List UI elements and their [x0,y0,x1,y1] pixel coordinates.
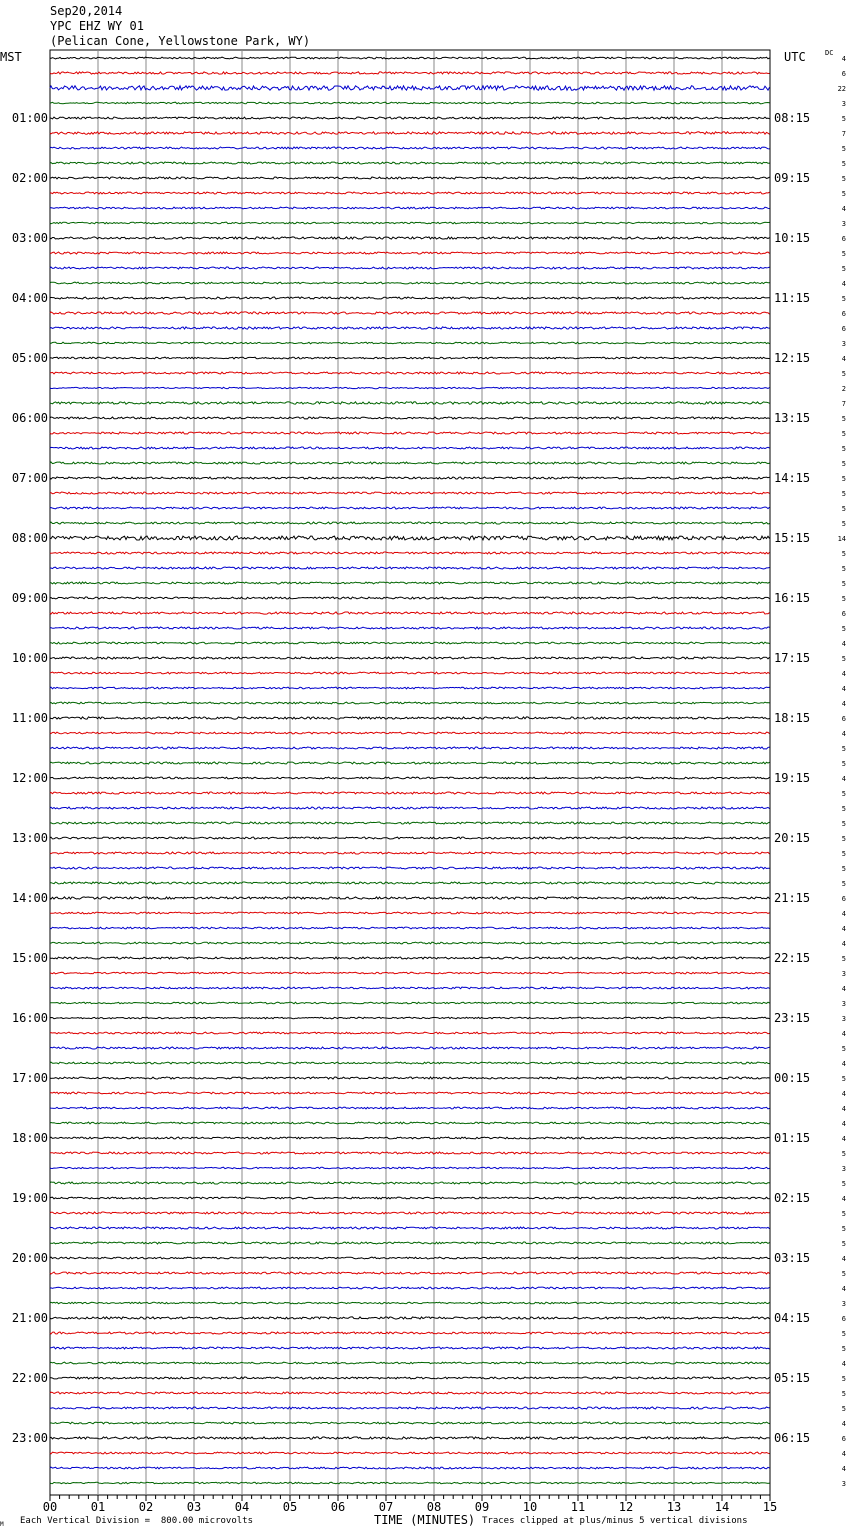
row-dc-value: 5 [841,565,846,573]
row-dc-value: 5 [841,1330,846,1338]
row-dc-value: 4 [841,1120,846,1128]
seismic-trace [50,732,770,734]
mst-hour-label: 20:00 [11,1251,48,1265]
row-dc-value: 4 [841,205,846,213]
mst-hour-label: 07:00 [11,471,48,485]
seismic-trace [50,1092,770,1094]
seismic-trace [50,462,770,464]
row-dc-value: 3 [841,340,846,348]
mst-hour-label: 17:00 [11,1071,48,1085]
row-dc-value: 5 [841,1225,846,1233]
utc-hour-label: 11:15 [774,291,811,305]
row-dc-value: 5 [841,415,846,423]
row-dc-value: 4 [841,985,846,993]
seismic-trace [50,1452,770,1454]
row-dc-value: 4 [841,1195,846,1203]
seismic-trace [50,957,770,959]
seismic-trace [50,102,770,104]
row-dc-value: 22 [837,85,846,93]
row-dc-value: 5 [841,115,846,123]
seismic-trace [50,867,770,869]
utc-hour-label: 19:15 [774,771,811,785]
row-dc-value: 5 [841,175,846,183]
x-tick-label: 04 [234,1500,250,1514]
seismic-trace [50,1047,770,1049]
seismic-trace [50,207,770,209]
seismic-trace [50,552,770,554]
row-dc-value: 5 [841,655,846,663]
x-tick-label: 06 [330,1500,346,1514]
x-tick-label: 02 [138,1500,154,1514]
x-tick-label: 14 [714,1500,730,1514]
row-dc-value: 6 [841,1315,846,1323]
mst-hour-label: 02:00 [11,171,48,185]
row-dc-value: 3 [841,1015,846,1023]
row-dc-value: 4 [841,1060,846,1068]
x-axis-title: TIME (MINUTES) [374,1513,476,1527]
station-location: (Pelican Cone, Yellowstone Park, WY) [50,34,311,48]
utc-hour-label: 03:15 [774,1251,811,1265]
seismic-trace [50,192,770,194]
seismic-trace [50,1227,770,1229]
row-dc-value: 4 [841,1465,846,1473]
row-dc-value: 3 [841,1000,846,1008]
mst-hour-label: 19:00 [11,1191,48,1205]
row-dc-value: 5 [841,760,846,768]
seismic-trace [50,117,770,119]
seismic-trace [50,1347,770,1349]
row-dc-value: 3 [841,970,846,978]
seismic-trace [50,1242,770,1244]
x-tick-label: 07 [378,1500,394,1514]
record-date: Sep20,2014 [50,4,123,18]
seismic-trace [50,342,770,344]
seismic-trace [50,72,770,74]
row-dc-value: 6 [841,895,846,903]
row-dc-value: 4 [841,730,846,738]
station-code: YPC EHZ WY 01 [50,19,144,33]
seismic-trace [50,1197,770,1199]
seismic-trace [50,1167,770,1169]
row-dc-value: 5 [841,520,846,528]
row-dc-value: 6 [841,235,846,243]
mst-hour-label: 11:00 [11,711,48,725]
row-dc-value: 5 [841,1045,846,1053]
utc-hour-label: 13:15 [774,411,811,425]
seismic-trace [50,536,770,540]
seismic-trace [50,702,770,704]
corner-mark: M [0,1521,4,1528]
row-dc-value: 5 [841,1375,846,1383]
seismic-trace [50,86,770,90]
mst-hour-label: 06:00 [11,411,48,425]
utc-hour-label: 08:15 [774,111,811,125]
row-dc-value: 5 [841,145,846,153]
seismic-trace [50,1362,770,1364]
row-dc-value: 5 [841,1180,846,1188]
seismic-trace [50,1077,770,1079]
row-dc-value: 4 [841,1420,846,1428]
row-dc-value: 4 [841,775,846,783]
mst-hour-label: 09:00 [11,591,48,605]
row-dc-value: 5 [841,505,846,513]
mst-hour-label: 13:00 [11,831,48,845]
seismic-trace [50,432,770,434]
seismic-trace [50,1107,770,1109]
row-dc-value: 5 [841,850,846,858]
seismic-trace [50,837,770,839]
seismic-trace [50,447,770,449]
x-tick-label: 01 [90,1500,106,1514]
row-dc-value: 5 [841,820,846,828]
row-dc-value: 4 [841,670,846,678]
row-dc-value: 4 [841,910,846,918]
seismic-trace [50,852,770,854]
utc-hour-label: 12:15 [774,351,811,365]
dc-label: DC [825,49,834,57]
row-dc-value: 5 [841,790,846,798]
utc-hour-label: 09:15 [774,171,811,185]
utc-hour-label: 06:15 [774,1431,811,1445]
utc-hour-label: 10:15 [774,231,811,245]
row-dc-value: 5 [841,805,846,813]
row-dc-value: 5 [841,1405,846,1413]
row-dc-value: 3 [841,1300,846,1308]
utc-hour-label: 20:15 [774,831,811,845]
utc-hour-label: 05:15 [774,1371,811,1385]
utc-hour-label: 14:15 [774,471,811,485]
seismic-trace [50,147,770,149]
row-dc-value: 4 [841,280,846,288]
seismic-trace [50,792,770,794]
seismic-trace [50,612,770,614]
row-dc-value: 4 [841,1135,846,1143]
row-dc-value: 5 [841,295,846,303]
row-dc-value: 3 [841,100,846,108]
seismic-trace [50,1437,770,1439]
seismic-trace [50,777,770,779]
row-dc-value: 7 [841,130,846,138]
seismic-trace [50,1287,770,1289]
utc-hour-label: 22:15 [774,951,811,965]
seismic-trace [50,1257,770,1259]
seismic-trace [50,237,770,239]
seismic-trace [50,357,770,359]
row-dc-value: 5 [841,250,846,258]
row-dc-value: 5 [841,265,846,273]
utc-hour-label: 16:15 [774,591,811,605]
seismic-trace [50,1137,770,1139]
row-dc-value: 5 [841,160,846,168]
row-dc-value: 5 [841,1345,846,1353]
seismic-trace [50,492,770,494]
clip-note: Traces clipped at plus/minus 5 vertical divisions [482,1516,748,1526]
seismic-trace [50,807,770,809]
row-dc-value: 4 [841,1450,846,1458]
row-dc-value: 4 [841,1090,846,1098]
utc-hour-label: 23:15 [774,1011,811,1025]
seismic-trace [50,417,770,419]
seismic-trace [50,312,770,314]
mst-hour-label: 21:00 [11,1311,48,1325]
seismic-trace [50,1467,770,1469]
seismic-trace [50,267,770,269]
seismic-trace [50,1152,770,1154]
seismic-trace [50,597,770,599]
seismic-trace [50,972,770,974]
row-dc-value: 5 [841,625,846,633]
mst-hour-label: 22:00 [11,1371,48,1385]
seismic-trace [50,657,770,659]
mst-hour-label: 15:00 [11,951,48,965]
row-dc-value: 4 [841,640,846,648]
utc-hour-label: 17:15 [774,651,811,665]
x-tick-label: 12 [618,1500,634,1514]
seismic-trace [50,927,770,929]
row-dc-value: 5 [841,1270,846,1278]
seismic-trace [50,1407,770,1409]
seismic-trace [50,882,770,884]
x-tick-label: 03 [186,1500,202,1514]
seismic-trace [50,1017,770,1019]
seismic-trace [50,57,770,59]
right-timezone-label: UTC [784,50,806,64]
row-dc-value: 5 [841,430,846,438]
row-dc-value: 3 [841,220,846,228]
seismic-trace [50,747,770,749]
row-dc-value: 4 [841,355,846,363]
seismic-trace [50,1422,770,1424]
row-dc-value: 5 [841,1150,846,1158]
seismic-trace [50,222,770,224]
row-dc-value: 4 [841,1285,846,1293]
utc-hour-label: 21:15 [774,891,811,905]
row-dc-value: 4 [841,1030,846,1038]
seismic-trace [50,402,770,404]
row-dc-value: 5 [841,445,846,453]
seismic-trace [50,1332,770,1334]
seismic-trace [50,132,770,134]
row-dc-value: 4 [841,1360,846,1368]
x-tick-label: 10 [522,1500,538,1514]
mst-hour-label: 23:00 [11,1431,48,1445]
seismic-trace [50,1182,770,1184]
seismic-trace [50,1377,770,1379]
seismic-trace [50,297,770,299]
x-tick-label: 00 [42,1500,58,1514]
row-dc-value: 5 [841,865,846,873]
mst-hour-label: 08:00 [11,531,48,545]
utc-hour-label: 15:15 [774,531,811,545]
seismic-trace [50,582,770,584]
row-dc-value: 4 [841,1105,846,1113]
row-dc-value: 4 [841,940,846,948]
seismic-trace [50,1302,770,1304]
row-dc-value: 5 [841,880,846,888]
mst-hour-label: 04:00 [11,291,48,305]
mst-hour-label: 03:00 [11,231,48,245]
row-dc-value: 6 [841,325,846,333]
row-dc-value: 5 [841,460,846,468]
seismic-trace [50,942,770,944]
mst-hour-label: 14:00 [11,891,48,905]
row-dc-value: 5 [841,595,846,603]
row-dc-value: 6 [841,310,846,318]
seismic-trace [50,522,770,524]
seismic-trace [50,1272,770,1274]
plot-frame [50,50,770,1495]
row-dc-value: 5 [841,745,846,753]
x-tick-label: 08 [426,1500,442,1514]
row-dc-value: 5 [841,835,846,843]
utc-hour-label: 04:15 [774,1311,811,1325]
seismic-trace [50,672,770,674]
row-dc-value: 5 [841,550,846,558]
row-dc-value: 14 [837,535,846,543]
seismic-trace [50,177,770,179]
seismic-trace [50,642,770,644]
mst-hour-label: 12:00 [11,771,48,785]
row-dc-value: 3 [841,1165,846,1173]
seismic-trace [50,912,770,914]
row-dc-value: 4 [841,700,846,708]
utc-hour-label: 18:15 [774,711,811,725]
row-dc-value: 6 [841,70,846,78]
seismic-trace [50,1032,770,1034]
row-dc-value: 5 [841,1075,846,1083]
seismic-trace [50,897,770,899]
row-dc-value: 5 [841,475,846,483]
row-dc-value: 5 [841,490,846,498]
mst-hour-label: 18:00 [11,1131,48,1145]
seismic-trace [50,252,770,254]
mst-hour-label: 16:00 [11,1011,48,1025]
scale-note: Each Vertical Division = 800.00 microvolts [20,1516,253,1526]
seismic-trace [50,762,770,764]
row-dc-value: 6 [841,610,846,618]
seismic-trace [50,1317,770,1319]
utc-hour-label: 02:15 [774,1191,811,1205]
seismic-trace [50,567,770,569]
left-timezone-label: MST [0,50,22,64]
row-dc-value: 5 [841,370,846,378]
row-dc-value: 6 [841,715,846,723]
row-dc-value: 4 [841,1255,846,1263]
row-dc-value: 7 [841,400,846,408]
seismic-trace [50,822,770,824]
row-dc-value: 6 [841,1435,846,1443]
seismic-trace [50,687,770,689]
seismic-trace [50,987,770,989]
mst-hour-label: 05:00 [11,351,48,365]
seismic-trace [50,327,770,329]
row-dc-value: 3 [841,1480,846,1488]
x-tick-label: 09 [474,1500,490,1514]
seismic-trace [50,507,770,509]
row-dc-value: 2 [841,385,846,393]
x-tick-label: 11 [570,1500,586,1514]
row-dc-value: 4 [841,55,846,63]
seismic-trace [50,1062,770,1064]
mst-hour-label: 01:00 [11,111,48,125]
row-dc-value: 4 [841,685,846,693]
seismic-trace [50,717,770,719]
row-dc-value: 5 [841,190,846,198]
mst-hour-label: 10:00 [11,651,48,665]
row-dc-value: 5 [841,580,846,588]
utc-hour-label: 00:15 [774,1071,811,1085]
row-dc-value: 5 [841,955,846,963]
seismic-trace [50,1122,770,1124]
x-tick-label: 15 [762,1500,778,1514]
seismic-trace [50,477,770,479]
seismic-trace [50,1212,770,1214]
utc-hour-label: 01:15 [774,1131,811,1145]
seismic-trace [50,1482,770,1484]
x-tick-label: 13 [666,1500,682,1514]
row-dc-value: 4 [841,925,846,933]
row-dc-value: 5 [841,1240,846,1248]
seismic-trace [50,282,770,284]
seismic-trace [50,162,770,164]
seismic-trace [50,1002,770,1004]
row-dc-value: 5 [841,1210,846,1218]
seismic-trace [50,372,770,374]
seismic-trace [50,387,770,388]
x-tick-label: 05 [282,1500,298,1514]
row-dc-value: 5 [841,1390,846,1398]
seismic-trace [50,627,770,629]
seismic-trace [50,1392,770,1394]
